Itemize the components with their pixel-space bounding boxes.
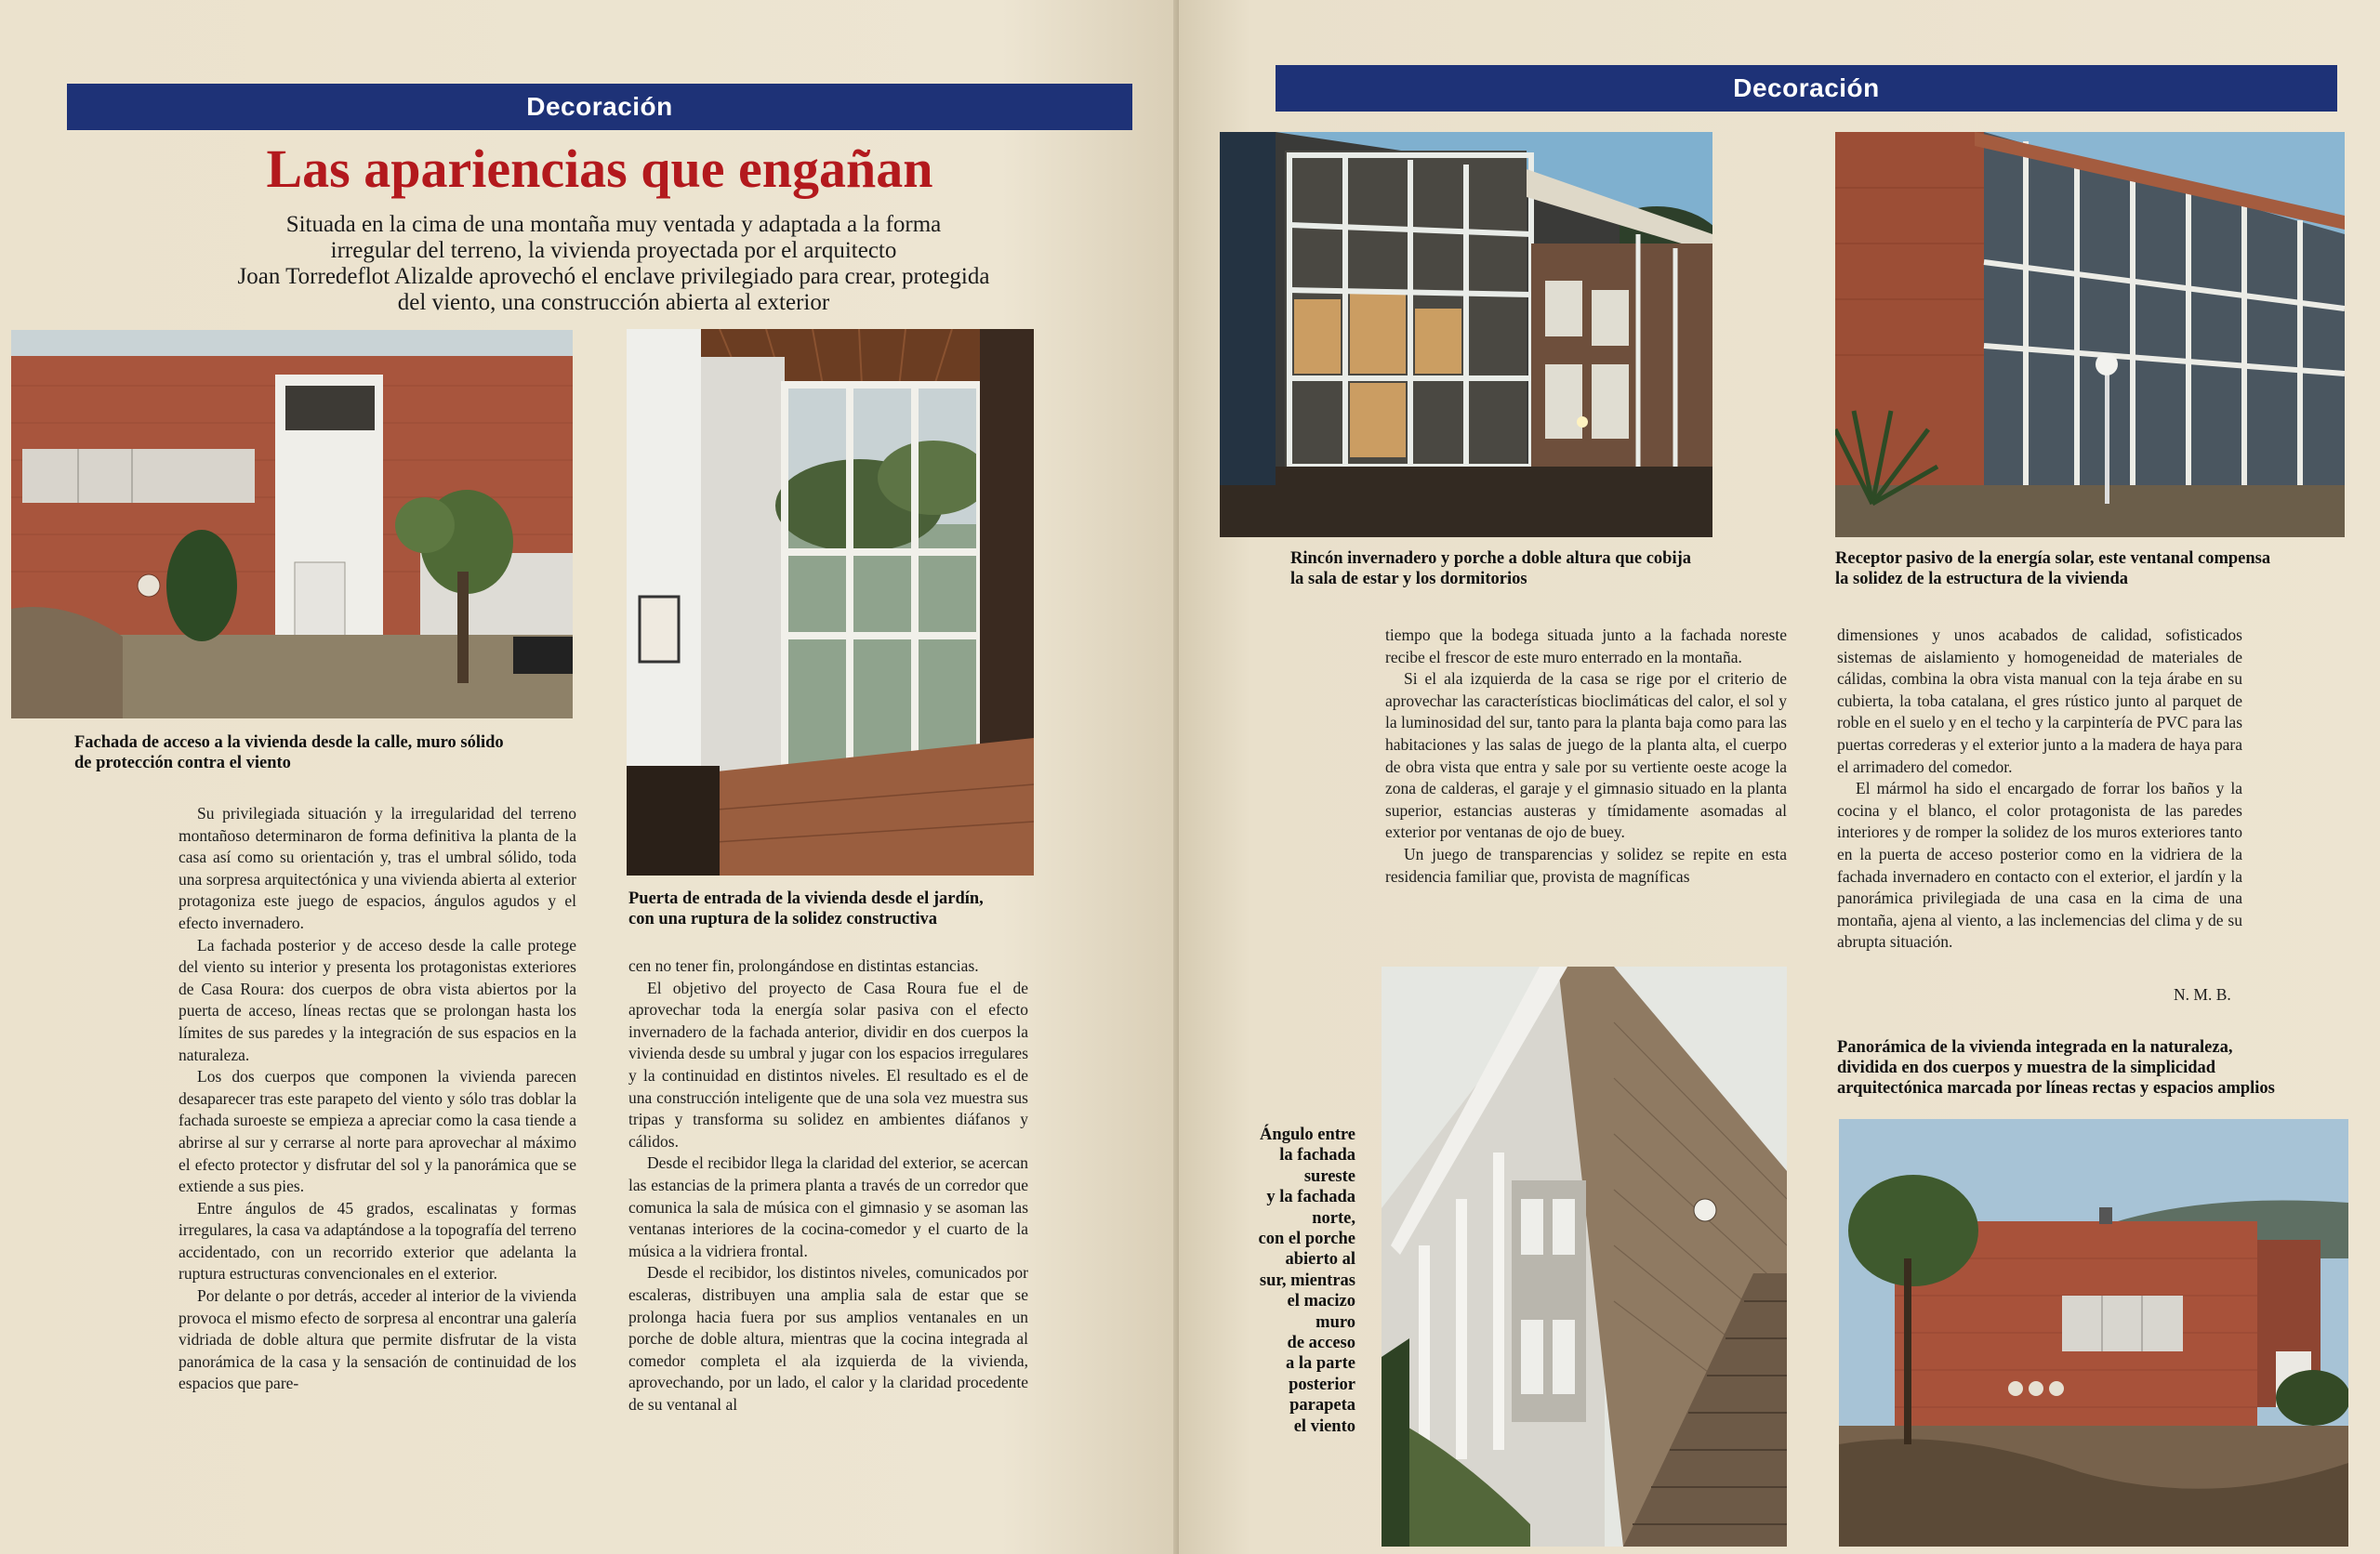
caption-line: de protección contra el viento: [74, 754, 291, 772]
caption-line: posterior: [1289, 1375, 1355, 1394]
caption-line: Receptor pasivo de la energía solar, este ventanal compensa: [1835, 549, 2271, 568]
body-paragraph: Los dos cuerpos que componen la vivienda parecen desaparecer tras este parapeto del viento y sólo tras doblar la fachada suroeste se empieza a apreciar como la casa tiende a abrirse al sur y cerrarse al norte para aprovechar al máximo el efecto protector y disfrutar del sol y la panorámica que se extiende a sus pies.: [178, 1067, 576, 1196]
caption-line: el viento: [1293, 1416, 1355, 1436]
body-paragraph: Un juego de transparencias y solidez se repite en esta residencia familiar que, provista de magníficas: [1385, 844, 1787, 886]
caption-line: el macizo: [1287, 1292, 1355, 1311]
facade-photo: [11, 330, 573, 718]
caption-line: a la parte: [1285, 1354, 1355, 1374]
caption-line: la fachada: [1279, 1146, 1355, 1166]
caption-line: arquitectónica marcada por líneas rectas y espacios amplios: [1837, 1079, 2275, 1098]
angle-caption: [1216, 1125, 1355, 1437]
greenhouse-photo: [1220, 132, 1712, 537]
panoramic-caption: [1837, 1037, 2348, 1099]
caption-line: y la fachada: [1266, 1188, 1355, 1207]
body-paragraph: El objetivo del proyecto de Casa Roura fue el de aprovechar toda la energía solar pasiva con el efecto invernadero de la fachada anterior, dividir en dos cuerpos la vivienda desde su umbral y jugar con los espacios irregulares y la continuidad en distintos niveles. El resultado es el de una construcción inteligente que de una sola vez muestra sus tripas y transforma su solidez en ambientes diáfanos y cálidos.: [628, 978, 1028, 1151]
receptor-caption: [1835, 548, 2356, 589]
lead-line: Joan Torredeflot Alizalde aprovechó el enclave privilegiado para crear, protegida: [237, 264, 990, 289]
angle-photo: [1382, 967, 1787, 1547]
caption-line: abierto al: [1285, 1250, 1355, 1270]
author-signature: N. M. B.: [2174, 985, 2231, 1004]
lead-line: irregular del terreno, la vivienda proyectada por el arquitecto: [330, 238, 897, 263]
body-paragraph: cen no tener fin, prolongándose en distintas estancias.: [628, 956, 979, 975]
caption-line: Ángulo entre: [1260, 1126, 1355, 1144]
body-paragraph: tiempo que la bodega situada junto a la fachada noreste recibe el frescor de este muro enterrado en la montaña.: [1385, 626, 1787, 666]
caption-line: dividida en dos cuerpos y muestra de la simplicidad: [1837, 1059, 2216, 1077]
caption-line: la solidez de la estructura de la vivienda: [1835, 570, 2128, 588]
caption-line: parapeta: [1289, 1396, 1355, 1416]
greenhouse-caption: [1290, 548, 1737, 589]
caption-line: muro: [1316, 1312, 1355, 1332]
body-paragraph: dimensiones y unos acabados de calidad, sofisticados sistemas de aislamiento y homogeneidad de materiales de cálidas, combina la obra vista manual con la teja árabe en su cubierta, la toba catalana, el gres rústico junto al parquet de roble en el suelo y en el techo y la carpintería de PVC para las puertas correderas y el exterior junto a la madera de haya para el arrimadero del comedor.: [1837, 626, 2242, 776]
right-page: [1179, 0, 2380, 1554]
section-banner-left: Decoración: [67, 84, 1132, 130]
body-column-4: [1837, 625, 2242, 954]
lead-line: del viento, una construcción abierta al exterior: [397, 290, 830, 315]
lead-line: Situada en la cima de una montaña muy ventada y adaptada a la forma: [285, 212, 942, 237]
caption-line: de acceso: [1287, 1334, 1355, 1353]
body-paragraph: El mármol ha sido el encargado de forrar los baños y la cocina y el blanco, el color protagonista de las paredes interiores y de romper la solidez de los muros exteriores tanto en la puerta de acceso posterior como en la vidriera de la fachada invernadero en contacto con el exterior, el jardín y la panorámica privilegiada de una casa en la cima de una montaña, ajena al viento, a las inclemencias del clima y de su abrupta situación.: [1837, 779, 2242, 952]
caption-line: Panorámica de la vivienda integrada en la naturaleza,: [1837, 1038, 2233, 1057]
body-paragraph: Desde el recibidor, los distintos niveles, comunicados por escaleras, distribuyen una amplia sala de estar que se prolonga hacia fuera por sus amplios ventanales en un porche de doble altura, mientras que la cocina integrada al comedor completa el ala izquierda de la vivienda, aprovechando, por un lado, el calor y la claridad procedente de su ventanal al: [628, 1263, 1028, 1414]
entrance-caption: [628, 889, 1038, 929]
body-paragraph: Su privilegiada situación y la irregularidad del terreno montañoso determinaron de forma definitiva la planta de la casa así como su orientación y, tras el umbral sólido, toda una sorpresa arquitectónica y una vivienda abierta al exterior protagoniza este juego de espacios, ángulos agudos y el efecto invernadero.: [178, 804, 576, 932]
caption-line: Fachada de acceso a la vivienda desde la calle, muro sólido: [74, 733, 504, 752]
body-paragraph: La fachada posterior y de acceso desde la calle protege del viento su interior y presenta los protagonistas exteriores de Casa Roura: dos cuerpos de obra vista abiertos por la puerta de acceso, líneas rectas que se prolongan hasta los límites de sus paredes y la integración de sus espacios en la naturaleza.: [178, 935, 576, 1064]
caption-line: Puerta de entrada de la vivienda desde el jardín,: [628, 889, 984, 908]
caption-line: con una ruptura de la solidez constructiva: [628, 910, 937, 928]
caption-line: norte,: [1312, 1208, 1355, 1228]
facade-caption: [74, 732, 595, 773]
body-paragraph: Por delante o por detrás, acceder al interior de la vivienda provoca el mismo efecto de sorpresa al encontrar una galería vidriada de doble altura que permite disfrutar de la vista panorámica de la casa y la sensación de continuidad de los espacios que pare-: [178, 1286, 576, 1393]
body-column-1: [178, 803, 576, 1395]
article-lead: [195, 212, 1032, 316]
article-title: Las apariencias que engañan: [266, 138, 933, 199]
caption-line: con el porche: [1258, 1230, 1355, 1249]
caption-line: la sala de estar y los dormitorios: [1290, 570, 1527, 588]
receptor-photo: [1835, 132, 2345, 537]
caption-line: sur, mientras: [1259, 1271, 1355, 1290]
caption-line: Rincón invernadero y porche a doble altura que cobija: [1290, 549, 1692, 568]
body-paragraph: Si el ala izquierda de la casa se rige por el criterio de aprovechar las características bioclimáticas del calor, el sol y la luminosidad del sur, tanto para la planta baja como para las habitaciones y las salas de juego de la planta alta, el cuerpo de obra vista que entra y sale por su vertiente oeste acoge la zona de calderas, el garaje y el gimnasio situado en la planta superior, estancias austeras y tímidamente asomadas al exterior por ventanas de ojo de buey.: [1385, 669, 1787, 842]
section-banner-right: Decoración: [1276, 65, 2337, 112]
body-paragraph: Desde el recibidor llega la claridad del exterior, se acercan las estancias de la primera planta a través de un corredor que comunica la sala de música con el gimnasio y se asoman las ventanas interiores de la cocina-comedor y el cuarto de la música a la vidriera frontal.: [628, 1153, 1028, 1260]
left-page: [0, 0, 1179, 1554]
body-column-2: [628, 955, 1028, 1416]
body-column-3: [1385, 625, 1787, 888]
body-paragraph: Entre ángulos de 45 grados, escalinatas y formas irregulares, la casa va adaptándose a la topografía del terreno accidentado, con un recorrido exterior que adelanta la ruptura estructuras convencionales en el exterior.: [178, 1198, 576, 1284]
caption-line: sureste: [1303, 1166, 1355, 1186]
entrance-photo: [627, 329, 1034, 876]
panoramic-photo: [1839, 1119, 2348, 1547]
